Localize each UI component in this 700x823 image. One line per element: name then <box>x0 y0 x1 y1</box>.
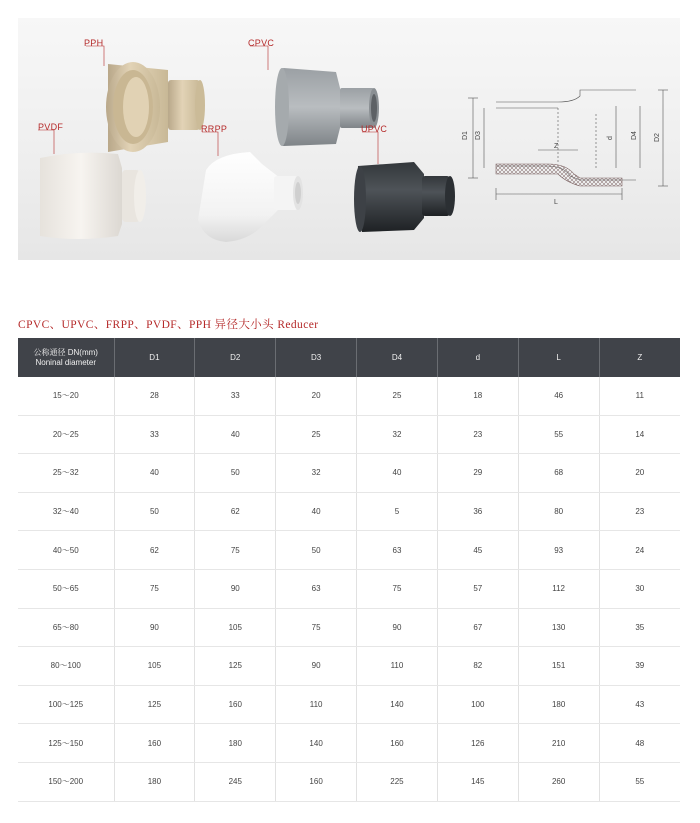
cell-dn: 125～150 <box>18 724 114 763</box>
cell-dn: 32～40 <box>18 492 114 531</box>
dim-label-d1: D1 <box>462 131 469 140</box>
cell-z: 24 <box>599 531 680 570</box>
table-row <box>18 415 680 454</box>
cell-dn: 50～65 <box>18 569 114 608</box>
cell-z: 48 <box>599 724 680 763</box>
cell-l: 68 <box>518 454 599 493</box>
table-row <box>18 492 680 531</box>
header-d: d <box>437 338 518 377</box>
cell-d: 18 <box>437 377 518 415</box>
table-body <box>18 377 680 801</box>
cell-d1: 125 <box>114 685 195 724</box>
cell-d2: 75 <box>195 531 276 570</box>
cell-d3: 90 <box>276 647 357 686</box>
table-row <box>18 454 680 493</box>
cell-d4: 25 <box>357 377 438 415</box>
cell-z: 35 <box>599 608 680 647</box>
cell-l: 46 <box>518 377 599 415</box>
cell-d4: 110 <box>357 647 438 686</box>
cell-d: 57 <box>437 569 518 608</box>
product-illustration <box>18 18 680 260</box>
header-z: Z <box>599 338 680 377</box>
cell-d1: 180 <box>114 762 195 801</box>
pvdf-reducer-image <box>40 153 146 239</box>
cell-d2: 245 <box>195 762 276 801</box>
cpvc-reducer-image <box>275 68 379 146</box>
cell-z: 30 <box>599 569 680 608</box>
cell-d1: 75 <box>114 569 195 608</box>
cell-l: 80 <box>518 492 599 531</box>
cell-d4: 32 <box>357 415 438 454</box>
table-row <box>18 377 680 415</box>
cell-d3: 110 <box>276 685 357 724</box>
cell-dn: 100～125 <box>18 685 114 724</box>
cell-d: 45 <box>437 531 518 570</box>
cell-d2: 125 <box>195 647 276 686</box>
cell-d: 67 <box>437 608 518 647</box>
table-row <box>18 569 680 608</box>
cell-d2: 90 <box>195 569 276 608</box>
table-row <box>18 724 680 763</box>
cell-d3: 63 <box>276 569 357 608</box>
cell-dn: 15～20 <box>18 377 114 415</box>
cell-d4: 63 <box>357 531 438 570</box>
cell-d1: 40 <box>114 454 195 493</box>
header-l: L <box>518 338 599 377</box>
rrpp-reducer-image <box>198 152 303 242</box>
cell-d: 100 <box>437 685 518 724</box>
cell-dn: 80～100 <box>18 647 114 686</box>
cell-d1: 28 <box>114 377 195 415</box>
cell-l: 151 <box>518 647 599 686</box>
dim-label-d: d <box>607 136 614 140</box>
cell-d3: 50 <box>276 531 357 570</box>
product-label-pph: PPH <box>84 38 104 48</box>
dim-label-z: Z <box>554 143 559 150</box>
cell-d3: 32 <box>276 454 357 493</box>
cell-d3: 20 <box>276 377 357 415</box>
cell-l: 260 <box>518 762 599 801</box>
cell-dn: 65～80 <box>18 608 114 647</box>
table-row <box>18 647 680 686</box>
product-label-upvc: UPVC <box>361 124 388 134</box>
cell-z: 55 <box>599 762 680 801</box>
header-d2: D2 <box>195 338 276 377</box>
cell-d: 36 <box>437 492 518 531</box>
cell-dn: 25～32 <box>18 454 114 493</box>
section-heading: CPVC、UPVC、FRPP、PVDF、PPH 异径大小头 Reducer <box>18 319 319 331</box>
cell-d2: 40 <box>195 415 276 454</box>
product-label-rrpp: RRPP <box>201 124 228 134</box>
cell-d1: 33 <box>114 415 195 454</box>
cell-d2: 105 <box>195 608 276 647</box>
cell-d: 145 <box>437 762 518 801</box>
dim-label-d3: D3 <box>475 131 482 140</box>
cell-d3: 75 <box>276 608 357 647</box>
cell-z: 14 <box>599 415 680 454</box>
cell-l: 130 <box>518 608 599 647</box>
table-header-row <box>18 338 680 377</box>
cell-z: 39 <box>599 647 680 686</box>
pph-reducer-image <box>106 62 205 152</box>
cell-d: 23 <box>437 415 518 454</box>
product-label-pvdf: PVDF <box>38 122 64 132</box>
dim-label-d2: D2 <box>654 133 661 142</box>
reducer-spec-table <box>18 338 680 802</box>
cell-z: 23 <box>599 492 680 531</box>
cell-d4: 5 <box>357 492 438 531</box>
dim-label-l: L <box>554 199 558 206</box>
cell-dn: 40～50 <box>18 531 114 570</box>
cell-d4: 160 <box>357 724 438 763</box>
cell-d: 29 <box>437 454 518 493</box>
cell-d1: 90 <box>114 608 195 647</box>
cell-d4: 90 <box>357 608 438 647</box>
cell-l: 180 <box>518 685 599 724</box>
cell-d1: 105 <box>114 647 195 686</box>
cell-d: 126 <box>437 724 518 763</box>
dim-label-d4: D4 <box>631 131 638 140</box>
header-d1: D1 <box>114 338 195 377</box>
product-banner <box>18 18 680 260</box>
cell-l: 55 <box>518 415 599 454</box>
header-d3: D3 <box>276 338 357 377</box>
cell-d1: 50 <box>114 492 195 531</box>
cell-d2: 62 <box>195 492 276 531</box>
cell-d4: 140 <box>357 685 438 724</box>
cell-z: 43 <box>599 685 680 724</box>
cell-d3: 25 <box>276 415 357 454</box>
product-label-cpvc: CPVC <box>248 38 275 48</box>
header-nominal-diameter: 公称通径 DN(mm) Noninal diameter <box>18 338 114 377</box>
table-row <box>18 531 680 570</box>
cell-l: 112 <box>518 569 599 608</box>
table-row <box>18 762 680 801</box>
cell-d4: 225 <box>357 762 438 801</box>
cell-d1: 62 <box>114 531 195 570</box>
cell-d2: 180 <box>195 724 276 763</box>
cell-d2: 33 <box>195 377 276 415</box>
cell-d: 82 <box>437 647 518 686</box>
cell-z: 20 <box>599 454 680 493</box>
table-row <box>18 608 680 647</box>
header-d4: D4 <box>357 338 438 377</box>
cell-d4: 40 <box>357 454 438 493</box>
cell-d3: 140 <box>276 724 357 763</box>
reducer-dimension-drawing <box>468 90 668 200</box>
upvc-reducer-image <box>354 162 455 232</box>
cell-d4: 75 <box>357 569 438 608</box>
cell-l: 210 <box>518 724 599 763</box>
cell-d3: 40 <box>276 492 357 531</box>
cell-d3: 160 <box>276 762 357 801</box>
cell-l: 93 <box>518 531 599 570</box>
cell-d2: 160 <box>195 685 276 724</box>
cell-d2: 50 <box>195 454 276 493</box>
cell-z: 11 <box>599 377 680 415</box>
table-row <box>18 685 680 724</box>
cell-d1: 160 <box>114 724 195 763</box>
cell-dn: 150～200 <box>18 762 114 801</box>
cell-dn: 20～25 <box>18 415 114 454</box>
